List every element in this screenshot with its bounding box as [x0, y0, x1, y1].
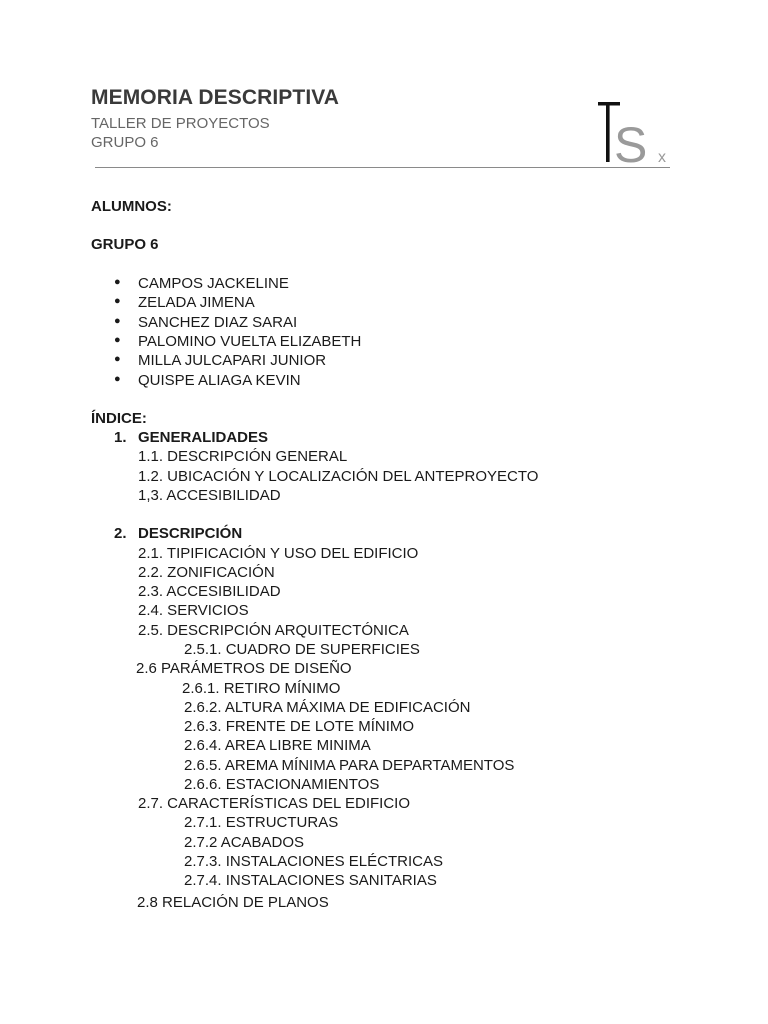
bullet-icon: ●: [114, 295, 121, 308]
section-number: 1.: [114, 429, 127, 446]
index-subitem: 2.7.1. ESTRUCTURAS: [184, 814, 339, 831]
bullet-icon: ●: [114, 276, 121, 288]
index-item: 2.7. CARACTERÍSTICAS DEL EDIFICIO: [138, 795, 410, 812]
course-name: TALLER DE PROYECTOS: [91, 115, 270, 132]
section-title: DESCRIPCIÓN: [138, 525, 243, 542]
index-item: 2.4. SERVICIOS: [138, 602, 249, 619]
index-item: 2.2. ZONIFICACIÓN: [138, 564, 275, 581]
index-item: 1,3. ACCESIBILIDAD: [138, 487, 281, 504]
index-subitem: 2.7.4. INSTALACIONES SANITARIAS: [184, 872, 437, 889]
student-name: MILLA JULCAPARI JUNIOR: [138, 352, 327, 370]
bullet-icon: ●: [114, 353, 121, 366]
index-item: 1.2. UBICACIÓN Y LOCALIZACIÓN DEL ANTEPROYECTO: [138, 468, 539, 485]
index-item: 2.8 RELACIÓN DE PLANOS: [137, 894, 329, 911]
bullet-icon: ●: [114, 372, 121, 385]
index-subitem: 2.6.2. ALTURA MÁXIMA DE EDIFICACIÓN: [184, 699, 471, 716]
student-name: QUISPE ALIAGA KEVIN: [138, 371, 301, 389]
alumnos-heading: ALUMNOS:: [91, 198, 172, 215]
index-subitem: 2.7.3. INSTALACIONES ELÉCTRICAS: [184, 853, 443, 870]
ts-logo: [594, 96, 674, 168]
student-name: ZELADA JIMENA: [138, 294, 255, 312]
bullet-icon: ●: [114, 333, 121, 346]
document-title: MEMORIA DESCRIPTIVA: [91, 86, 340, 109]
svg-text:S: S: [614, 117, 648, 168]
section-number: 2.: [114, 525, 127, 542]
index-subitem: 2.6.6. ESTACIONAMIENTOS: [184, 776, 380, 793]
index-item: 2.3. ACCESIBILIDAD: [138, 583, 281, 600]
index-heading: ÍNDICE:: [91, 410, 147, 427]
index-subitem: 2.5.1. CUADRO DE SUPERFICIES: [184, 641, 420, 658]
index-subitem: 2.6.5. AREMA MÍNIMA PARA DEPARTAMENTOS: [184, 757, 515, 774]
group-name: GRUPO 6: [91, 134, 159, 151]
student-name: CAMPOS JACKELINE: [138, 275, 289, 292]
grupo-heading: GRUPO 6: [91, 236, 159, 253]
svg-text:x: x: [658, 149, 666, 166]
index-subitem: 2.6.4. AREA LIBRE MINIMA: [184, 737, 371, 754]
bullet-icon: ●: [114, 314, 121, 327]
header-divider: [95, 167, 670, 168]
index-subitem: 2.6.3. FRENTE DE LOTE MÍNIMO: [184, 718, 415, 735]
index-item: 2.1. TIPIFICACIÓN Y USO DEL EDIFICIO: [138, 545, 419, 562]
student-name: SANCHEZ DIAZ SARAI: [138, 313, 298, 331]
index-item: 1.1. DESCRIPCIÓN GENERAL: [138, 448, 348, 465]
student-name: PALOMINO VUELTA ELIZABETH: [138, 332, 362, 350]
index-item: 2.6 PARÁMETROS DE DISEÑO: [136, 660, 352, 677]
section-title: GENERALIDADES: [138, 429, 269, 446]
index-subitem: 2.7.2 ACABADOS: [184, 834, 305, 851]
index-subitem: 2.6.1. RETIRO MÍNIMO: [182, 680, 341, 697]
index-item: 2.5. DESCRIPCIÓN ARQUITECTÓNICA: [138, 622, 409, 639]
